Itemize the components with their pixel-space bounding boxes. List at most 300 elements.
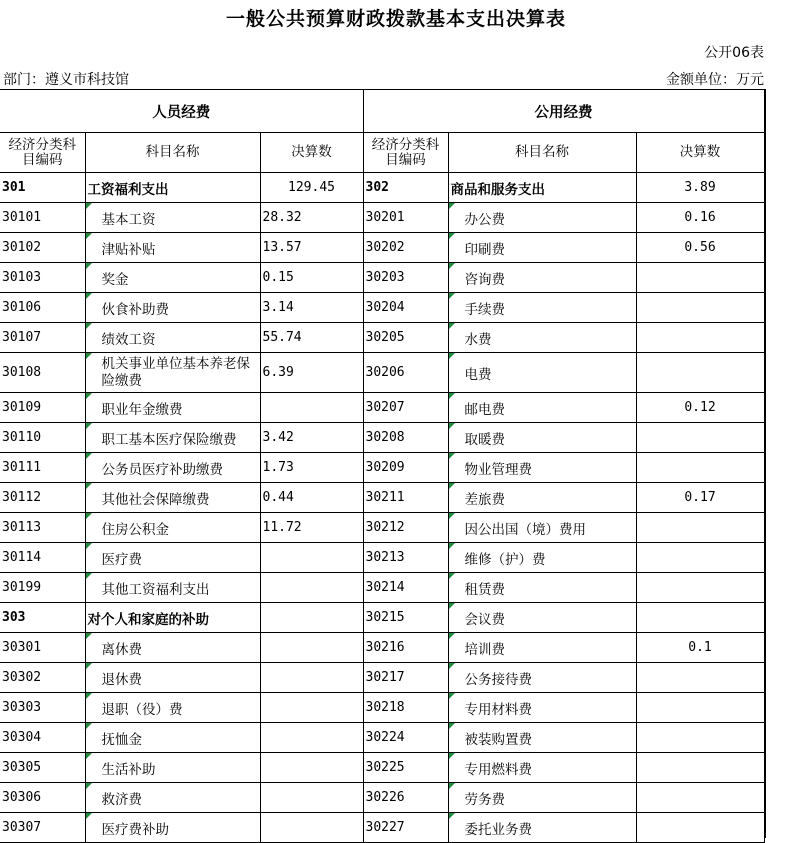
cell-note-marker-icon <box>449 573 455 579</box>
left-name-cell[interactable] <box>85 203 260 233</box>
right-code-cell[interactable] <box>363 693 448 723</box>
left-code-cell[interactable] <box>0 603 85 633</box>
left-amount-cell[interactable] <box>260 453 363 483</box>
right-code-text: 30205 <box>365 330 405 345</box>
left-code-text: 301 <box>2 180 26 195</box>
right-code-text: 30218 <box>365 700 405 715</box>
right-name-cell[interactable] <box>448 783 636 813</box>
right-amount-cell[interactable] <box>636 723 764 753</box>
right-code-cell[interactable] <box>363 813 448 843</box>
left-name-text: 工资福利支出 <box>87 181 169 198</box>
left-amount-cell[interactable] <box>260 813 363 843</box>
right-name-text: 维修（护）费 <box>464 551 546 568</box>
left-code-cell[interactable] <box>0 263 85 293</box>
right-code-cell[interactable] <box>363 353 448 393</box>
table-row <box>0 263 764 293</box>
group-header-personnel[interactable]: 人员经费 <box>0 90 363 133</box>
left-name-cell[interactable] <box>85 353 260 393</box>
right-amount-cell[interactable] <box>636 633 764 663</box>
table-row <box>0 173 764 203</box>
cell-note-marker-icon <box>449 603 455 609</box>
left-code-cell[interactable] <box>0 353 85 393</box>
left-code-text: 30302 <box>2 670 42 685</box>
right-name-text: 手续费 <box>464 301 505 318</box>
right-name-text: 因公出国（境）费用 <box>464 521 586 538</box>
left-code-cell[interactable] <box>0 693 85 723</box>
right-name-cell[interactable] <box>448 393 636 423</box>
right-code-cell[interactable] <box>363 393 448 423</box>
cell-note-marker-icon <box>86 513 92 519</box>
right-name-cell[interactable] <box>448 633 636 663</box>
left-code-text: 30108 <box>2 365 42 380</box>
table-row <box>0 663 764 693</box>
right-name-text: 被装购置费 <box>464 731 532 748</box>
right-amount-cell[interactable] <box>636 263 764 293</box>
left-name-text: 救济费 <box>101 791 142 808</box>
left-code-text: 30306 <box>2 790 42 805</box>
left-amount-cell[interactable] <box>260 573 363 603</box>
left-name-cell[interactable] <box>85 293 260 323</box>
right-name-text: 培训费 <box>464 641 505 658</box>
left-amount-cell[interactable] <box>260 543 363 573</box>
right-name-text: 咨询费 <box>464 271 505 288</box>
right-name-cell[interactable] <box>448 323 636 353</box>
right-name-cell[interactable] <box>448 753 636 783</box>
left-amount-text: 6.39 <box>262 365 294 380</box>
right-name-cell[interactable] <box>448 603 636 633</box>
right-amount-text: 0.12 <box>684 400 716 415</box>
left-name-text: 其他社会保障缴费 <box>101 491 210 508</box>
left-amount-cell[interactable] <box>260 603 363 633</box>
col-header-right-amount[interactable]: 决算数 <box>636 133 764 173</box>
left-amount-cell[interactable] <box>260 263 363 293</box>
department-label: 部门：遵义市科技馆 <box>3 72 129 88</box>
right-name-text: 印刷费 <box>464 241 505 258</box>
cell-note-marker-icon <box>86 233 92 239</box>
cell-note-marker-icon <box>449 693 455 699</box>
table-row <box>0 453 764 483</box>
sheet-right-edge <box>765 89 766 838</box>
left-amount-cell[interactable] <box>260 173 363 203</box>
left-code-cell[interactable] <box>0 753 85 783</box>
right-amount-cell[interactable] <box>636 783 764 813</box>
right-code-cell[interactable] <box>363 783 448 813</box>
cell-note-marker-icon <box>449 353 455 359</box>
right-code-text: 30225 <box>365 760 405 775</box>
left-name-text: 抚恤金 <box>101 731 142 748</box>
cell-note-marker-icon <box>449 813 455 819</box>
cell-note-marker-icon <box>86 723 92 729</box>
cell-note-marker-icon <box>449 263 455 269</box>
left-name-text: 职工基本医疗保险缴费 <box>101 431 237 448</box>
right-name-cell[interactable] <box>448 573 636 603</box>
right-name-text: 劳务费 <box>464 791 505 808</box>
right-code-text: 30202 <box>365 240 405 255</box>
table-row <box>0 753 764 783</box>
right-code-cell[interactable] <box>363 483 448 513</box>
left-amount-cell[interactable] <box>260 483 363 513</box>
left-amount-cell[interactable] <box>260 783 363 813</box>
col-header-left-name[interactable]: 科目名称 <box>85 133 260 173</box>
left-name-text: 医疗费补助 <box>101 821 169 838</box>
cell-note-marker-icon <box>86 293 92 299</box>
report-title: 一般公共预算财政拨款基本支出决算表 <box>225 8 566 30</box>
cell-note-marker-icon <box>449 723 455 729</box>
table-row <box>0 393 764 423</box>
cell-note-marker-icon <box>86 633 92 639</box>
cell-note-marker-icon <box>86 753 92 759</box>
right-name-cell[interactable] <box>448 203 636 233</box>
left-name-text: 住房公积金 <box>101 521 169 538</box>
cell-note-marker-icon <box>449 633 455 639</box>
cell-note-marker-icon <box>86 693 92 699</box>
right-amount-cell[interactable] <box>636 813 764 843</box>
right-amount-cell[interactable] <box>636 513 764 543</box>
left-name-text: 公务员医疗补助缴费 <box>101 461 223 478</box>
left-code-text: 30304 <box>2 730 42 745</box>
left-code-text: 30303 <box>2 700 42 715</box>
right-name-text: 商品和服务支出 <box>450 181 545 198</box>
right-code-cell[interactable] <box>363 513 448 543</box>
cell-note-marker-icon <box>86 783 92 789</box>
right-name-text: 租赁费 <box>464 581 505 598</box>
cell-note-marker-icon <box>86 423 92 429</box>
right-amount-cell[interactable] <box>636 603 764 633</box>
right-amount-cell[interactable] <box>636 233 764 263</box>
right-code-text: 30209 <box>365 460 405 475</box>
left-name-text: 生活补助 <box>101 761 156 778</box>
col-header-right-name[interactable]: 科目名称 <box>448 133 636 173</box>
left-name-cell[interactable] <box>85 783 260 813</box>
right-code-cell[interactable] <box>363 603 448 633</box>
right-code-text: 30207 <box>365 400 405 415</box>
left-code-text: 30109 <box>2 400 42 415</box>
table-row <box>0 483 764 513</box>
left-name-text: 退职（役）费 <box>101 701 183 718</box>
right-name-text: 专用材料费 <box>464 701 532 718</box>
right-code-text: 30226 <box>365 790 405 805</box>
cell-note-marker-icon <box>86 663 92 669</box>
right-name-text: 委托业务费 <box>464 821 532 838</box>
left-amount-text: 0.44 <box>262 490 294 505</box>
cell-note-marker-icon <box>86 353 92 359</box>
right-name-text: 水费 <box>464 331 492 348</box>
cell-note-marker-icon <box>86 393 92 399</box>
table-row <box>0 323 764 353</box>
right-code-cell[interactable] <box>363 573 448 603</box>
left-name-text: 基本工资 <box>101 211 156 228</box>
left-amount-cell[interactable] <box>260 513 363 543</box>
right-name-cell[interactable] <box>448 483 636 513</box>
left-code-cell[interactable] <box>0 173 85 203</box>
left-name-cell[interactable] <box>85 423 260 453</box>
right-code-cell[interactable] <box>363 633 448 663</box>
left-name-cell[interactable] <box>85 753 260 783</box>
table-row <box>0 813 764 843</box>
left-code-text: 30106 <box>2 300 42 315</box>
cell-note-marker-icon <box>449 323 455 329</box>
left-amount-cell[interactable] <box>260 393 363 423</box>
left-amount-cell[interactable] <box>260 203 363 233</box>
left-code-cell[interactable] <box>0 633 85 663</box>
left-code-cell[interactable] <box>0 723 85 753</box>
right-code-cell[interactable] <box>363 203 448 233</box>
right-code-cell[interactable] <box>363 323 448 353</box>
left-name-cell[interactable] <box>85 483 260 513</box>
table-row <box>0 603 764 633</box>
right-code-text: 30224 <box>365 730 405 745</box>
right-code-cell[interactable] <box>363 293 448 323</box>
table-row <box>0 423 764 453</box>
left-name-cell[interactable] <box>85 543 260 573</box>
left-code-cell[interactable] <box>0 233 85 263</box>
left-amount-text: 13.57 <box>262 240 302 255</box>
right-code-text: 30203 <box>365 270 405 285</box>
right-code-text: 30214 <box>365 580 405 595</box>
table-row <box>0 513 764 543</box>
left-name-cell[interactable] <box>85 663 260 693</box>
left-name-cell[interactable] <box>85 263 260 293</box>
right-code-cell[interactable] <box>363 173 448 203</box>
left-name-text: 绩效工资 <box>101 331 156 348</box>
right-code-text: 30227 <box>365 820 405 835</box>
right-name-cell[interactable] <box>448 513 636 543</box>
cell-note-marker-icon <box>86 453 92 459</box>
right-code-text: 30201 <box>365 210 405 225</box>
left-code-cell[interactable] <box>0 423 85 453</box>
left-amount-cell[interactable] <box>260 353 363 393</box>
cell-note-marker-icon <box>86 573 92 579</box>
cell-note-marker-icon <box>449 543 455 549</box>
table-row <box>0 573 764 603</box>
table-row <box>0 543 764 573</box>
right-amount-cell[interactable] <box>636 323 764 353</box>
right-name-cell[interactable] <box>448 423 636 453</box>
left-code-text: 303 <box>2 610 26 625</box>
right-amount-cell[interactable] <box>636 483 764 513</box>
right-amount-cell[interactable] <box>636 203 764 233</box>
right-amount-text: 0.56 <box>684 240 716 255</box>
right-amount-text: 0.17 <box>684 490 716 505</box>
left-code-text: 30103 <box>2 270 42 285</box>
left-amount-text: 3.42 <box>262 430 294 445</box>
right-amount-cell[interactable] <box>636 453 764 483</box>
left-code-text: 30114 <box>2 550 42 565</box>
cell-note-marker-icon <box>449 453 455 459</box>
right-name-cell[interactable] <box>448 453 636 483</box>
cell-note-marker-icon <box>449 483 455 489</box>
cell-note-marker-icon <box>449 783 455 789</box>
cell-note-marker-icon <box>449 513 455 519</box>
left-name-cell[interactable] <box>85 813 260 843</box>
right-amount-text: 3.89 <box>684 180 716 195</box>
left-amount-text: 55.74 <box>262 330 302 345</box>
cell-note-marker-icon <box>86 203 92 209</box>
left-code-text: 30102 <box>2 240 42 255</box>
left-name-text: 离休费 <box>101 641 142 658</box>
left-code-text: 30199 <box>2 580 42 595</box>
left-amount-text: 28.32 <box>262 210 302 225</box>
right-amount-cell[interactable] <box>636 753 764 783</box>
right-name-cell[interactable] <box>448 813 636 843</box>
right-code-cell[interactable] <box>363 753 448 783</box>
right-name-cell[interactable] <box>448 723 636 753</box>
right-code-text: 30216 <box>365 640 405 655</box>
col-header-right-code[interactable]: 经济分类科目编码 <box>363 133 448 173</box>
right-name-text: 办公费 <box>464 211 505 228</box>
form-number: 公开06表 <box>704 45 764 61</box>
left-name-text: 其他工资福利支出 <box>101 581 210 598</box>
table-row <box>0 203 764 233</box>
cell-note-marker-icon <box>86 483 92 489</box>
cell-note-marker-icon <box>86 323 92 329</box>
left-code-cell[interactable] <box>0 783 85 813</box>
left-code-cell[interactable] <box>0 573 85 603</box>
left-code-cell[interactable] <box>0 483 85 513</box>
left-amount-cell[interactable] <box>260 723 363 753</box>
left-code-cell[interactable] <box>0 453 85 483</box>
left-name-cell[interactable] <box>85 393 260 423</box>
right-code-cell[interactable] <box>363 663 448 693</box>
right-amount-cell[interactable] <box>636 353 764 393</box>
left-name-cell[interactable] <box>85 513 260 543</box>
right-amount-cell[interactable] <box>636 393 764 423</box>
right-name-text: 邮电费 <box>464 401 505 418</box>
left-name-cell[interactable] <box>85 603 260 633</box>
right-name-text: 会议费 <box>464 611 505 628</box>
right-amount-cell[interactable] <box>636 293 764 323</box>
left-code-cell[interactable] <box>0 203 85 233</box>
right-code-text: 30212 <box>365 520 405 535</box>
right-amount-cell[interactable] <box>636 663 764 693</box>
left-amount-cell[interactable] <box>260 293 363 323</box>
left-name-cell[interactable] <box>85 723 260 753</box>
left-name-text: 机关事业单位基本养老保险缴费 <box>101 355 250 389</box>
right-amount-cell[interactable] <box>636 573 764 603</box>
table-row <box>0 633 764 663</box>
table-row <box>0 693 764 723</box>
right-amount-cell[interactable] <box>636 423 764 453</box>
right-code-cell[interactable] <box>363 723 448 753</box>
left-code-text: 30112 <box>2 490 42 505</box>
left-amount-text: 129.45 <box>288 180 335 195</box>
left-code-cell[interactable] <box>0 813 85 843</box>
right-code-text: 30213 <box>365 550 405 565</box>
left-name-cell[interactable] <box>85 323 260 353</box>
left-code-text: 30111 <box>2 460 42 475</box>
cell-note-marker-icon <box>449 393 455 399</box>
right-name-cell[interactable] <box>448 543 636 573</box>
right-code-text: 30211 <box>365 490 405 505</box>
right-code-cell[interactable] <box>363 263 448 293</box>
left-name-text: 医疗费 <box>101 551 142 568</box>
cell-note-marker-icon <box>449 423 455 429</box>
left-code-text: 30110 <box>2 430 42 445</box>
left-name-text: 津贴补贴 <box>101 241 156 258</box>
left-name-text: 退休费 <box>101 671 142 688</box>
right-code-cell[interactable] <box>363 543 448 573</box>
group-header-public[interactable]: 公用经费 <box>363 90 764 133</box>
right-code-cell[interactable] <box>363 423 448 453</box>
left-amount-cell[interactable] <box>260 233 363 263</box>
right-code-text: 30208 <box>365 430 405 445</box>
left-amount-text: 11.72 <box>262 520 302 535</box>
left-name-cell[interactable] <box>85 233 260 263</box>
right-name-cell[interactable] <box>448 263 636 293</box>
left-code-text: 30101 <box>2 210 42 225</box>
left-code-text: 30301 <box>2 640 42 655</box>
left-amount-cell[interactable] <box>260 423 363 453</box>
right-name-cell[interactable] <box>448 173 636 203</box>
expenditure-table <box>0 89 765 843</box>
right-name-cell[interactable] <box>448 233 636 263</box>
left-name-cell[interactable] <box>85 693 260 723</box>
left-amount-text: 3.14 <box>262 300 294 315</box>
cell-note-marker-icon <box>86 813 92 819</box>
right-code-cell[interactable] <box>363 233 448 263</box>
left-amount-cell[interactable] <box>260 633 363 663</box>
right-name-text: 公务接待费 <box>464 671 532 688</box>
right-name-text: 物业管理费 <box>464 461 532 478</box>
left-code-cell[interactable] <box>0 513 85 543</box>
cell-note-marker-icon <box>449 753 455 759</box>
right-amount-cell[interactable] <box>636 693 764 723</box>
left-code-text: 30113 <box>2 520 42 535</box>
col-header-left-amount[interactable]: 决算数 <box>260 133 363 173</box>
left-code-cell[interactable] <box>0 663 85 693</box>
right-amount-cell[interactable] <box>636 173 764 203</box>
table-row <box>0 723 764 753</box>
left-code-cell[interactable] <box>0 293 85 323</box>
left-amount-cell[interactable] <box>260 663 363 693</box>
cell-note-marker-icon <box>449 293 455 299</box>
right-code-text: 30215 <box>365 610 405 625</box>
left-name-cell[interactable] <box>85 453 260 483</box>
table-row <box>0 783 764 813</box>
amount-unit-label: 金额单位：万元 <box>666 72 764 88</box>
left-code-text: 30307 <box>2 820 42 835</box>
right-code-text: 30206 <box>365 365 405 380</box>
right-name-cell[interactable] <box>448 693 636 723</box>
left-name-cell[interactable] <box>85 633 260 663</box>
table-row <box>0 233 764 263</box>
left-code-cell[interactable] <box>0 393 85 423</box>
left-name-cell[interactable] <box>85 173 260 203</box>
right-code-cell[interactable] <box>363 453 448 483</box>
right-name-text: 专用燃料费 <box>464 761 532 778</box>
left-amount-cell[interactable] <box>260 753 363 783</box>
cell-note-marker-icon <box>86 543 92 549</box>
left-name-cell[interactable] <box>85 573 260 603</box>
right-name-cell[interactable] <box>448 663 636 693</box>
table-row <box>0 293 764 323</box>
left-name-text: 对个人和家庭的补助 <box>87 611 209 628</box>
right-amount-text: 0.16 <box>684 210 716 225</box>
right-name-cell[interactable] <box>448 293 636 323</box>
right-code-text: 30204 <box>365 300 405 315</box>
left-amount-cell[interactable] <box>260 323 363 353</box>
left-amount-text: 0.15 <box>262 270 294 285</box>
left-code-cell[interactable] <box>0 543 85 573</box>
left-amount-cell[interactable] <box>260 693 363 723</box>
col-header-left-code[interactable]: 经济分类科目编码 <box>0 133 85 173</box>
cell-note-marker-icon <box>449 663 455 669</box>
left-amount-text: 1.73 <box>262 460 294 475</box>
left-code-cell[interactable] <box>0 323 85 353</box>
right-name-text: 取暖费 <box>464 431 505 448</box>
right-name-cell[interactable] <box>448 353 636 393</box>
right-amount-cell[interactable] <box>636 543 764 573</box>
